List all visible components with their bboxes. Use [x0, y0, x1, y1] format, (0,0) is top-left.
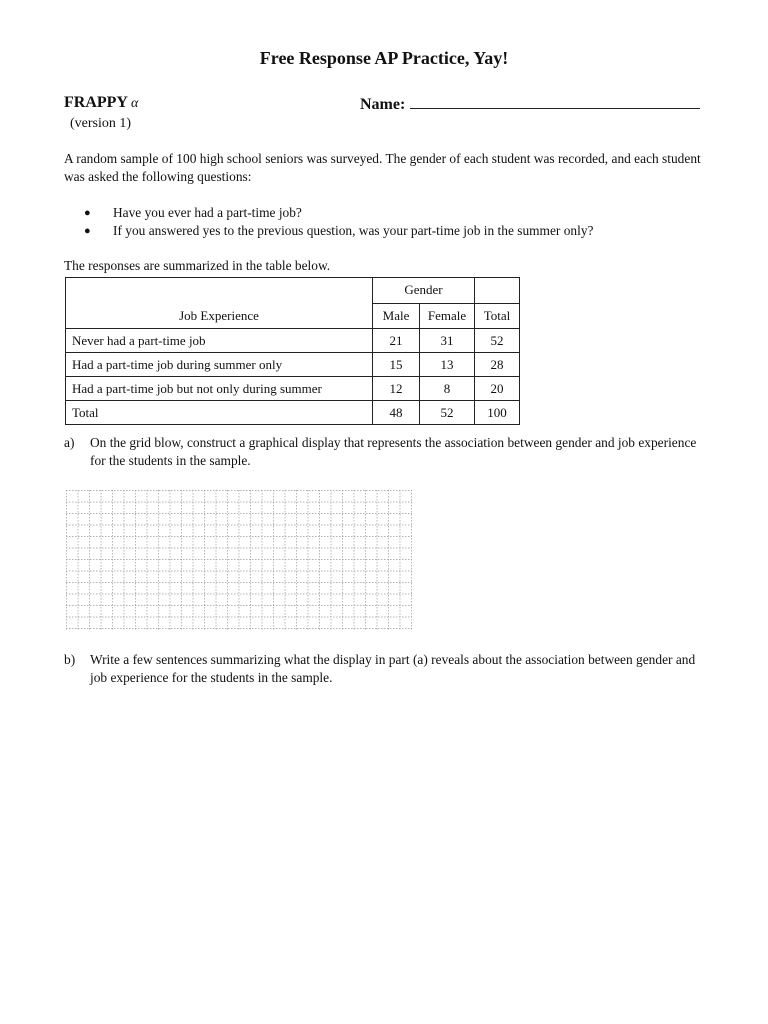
- name-field[interactable]: [360, 94, 700, 114]
- name-label: Name:: [360, 96, 406, 113]
- row-label: Never had a part-time job: [66, 329, 373, 353]
- question-text: Have you ever had a part-time job?: [113, 205, 302, 220]
- page-title: Free Response AP Practice, Yay!: [259, 48, 509, 68]
- male-cell: 15: [373, 353, 420, 377]
- column-header-total: Total: [475, 303, 520, 329]
- column-header-male: Male: [373, 303, 420, 329]
- female-cell: 13: [420, 353, 475, 377]
- table-header-row: [66, 278, 520, 304]
- question-list: [84, 204, 593, 240]
- intro-paragraph: A random sample of 100 high school seniors was surveyed. The gender of each student was recorded, and each student was asked the following questions:: [64, 151, 701, 184]
- answer-grid[interactable]: [66, 490, 412, 630]
- row-label: Total: [66, 401, 373, 425]
- part-b-letter: b): [64, 652, 76, 667]
- gender-header: Gender: [373, 278, 475, 304]
- part-b-text: Write a few sentences summarizing what the display in part (a) reveals about the association between gender and job experience for the students in the sample.: [90, 652, 696, 685]
- column-header-female: Female: [420, 303, 475, 329]
- total-cell: 20: [475, 377, 520, 401]
- female-cell: 31: [420, 329, 475, 353]
- job-experience-table: [65, 277, 520, 425]
- total-cell: 52: [475, 329, 520, 353]
- table-row: [66, 353, 520, 377]
- part-a-text: On the grid blow, construct a graphical display that represents the association between gender and job experience for the students in the sample.: [90, 435, 697, 468]
- question-text: If you answered yes to the previous question, was your part-time job in the summer only?: [113, 223, 594, 238]
- table-row: [66, 329, 520, 353]
- female-cell: 52: [420, 401, 475, 425]
- part-a-letter: a): [64, 435, 75, 450]
- male-cell: 48: [373, 401, 420, 425]
- name-blank-line[interactable]: [410, 94, 700, 109]
- job-experience-header: Job Experience: [66, 278, 373, 329]
- bullet-icon: ●: [84, 207, 91, 219]
- table-caption: The responses are summarized in the table below.: [64, 258, 331, 273]
- part-b: [64, 651, 712, 687]
- male-cell: 12: [373, 377, 420, 401]
- empty-header-cell: [475, 278, 520, 304]
- table-row: [66, 377, 520, 401]
- total-cell: 28: [475, 353, 520, 377]
- female-cell: 8: [420, 377, 475, 401]
- version-label: (version 1): [70, 116, 132, 131]
- frappy-label: FRAPPY: [64, 94, 128, 111]
- row-label: Had a part-time job but not only during summer: [66, 377, 373, 401]
- frappy-heading: [64, 94, 138, 112]
- list-item: [84, 222, 593, 240]
- row-label: Had a part-time job during summer only: [66, 353, 373, 377]
- table-total-row: [66, 401, 520, 425]
- bullet-icon: ●: [84, 225, 91, 237]
- total-cell: 100: [475, 401, 520, 425]
- list-item: [84, 204, 593, 222]
- alpha-symbol: α: [130, 96, 139, 111]
- male-cell: 21: [373, 329, 420, 353]
- part-a: [64, 434, 712, 470]
